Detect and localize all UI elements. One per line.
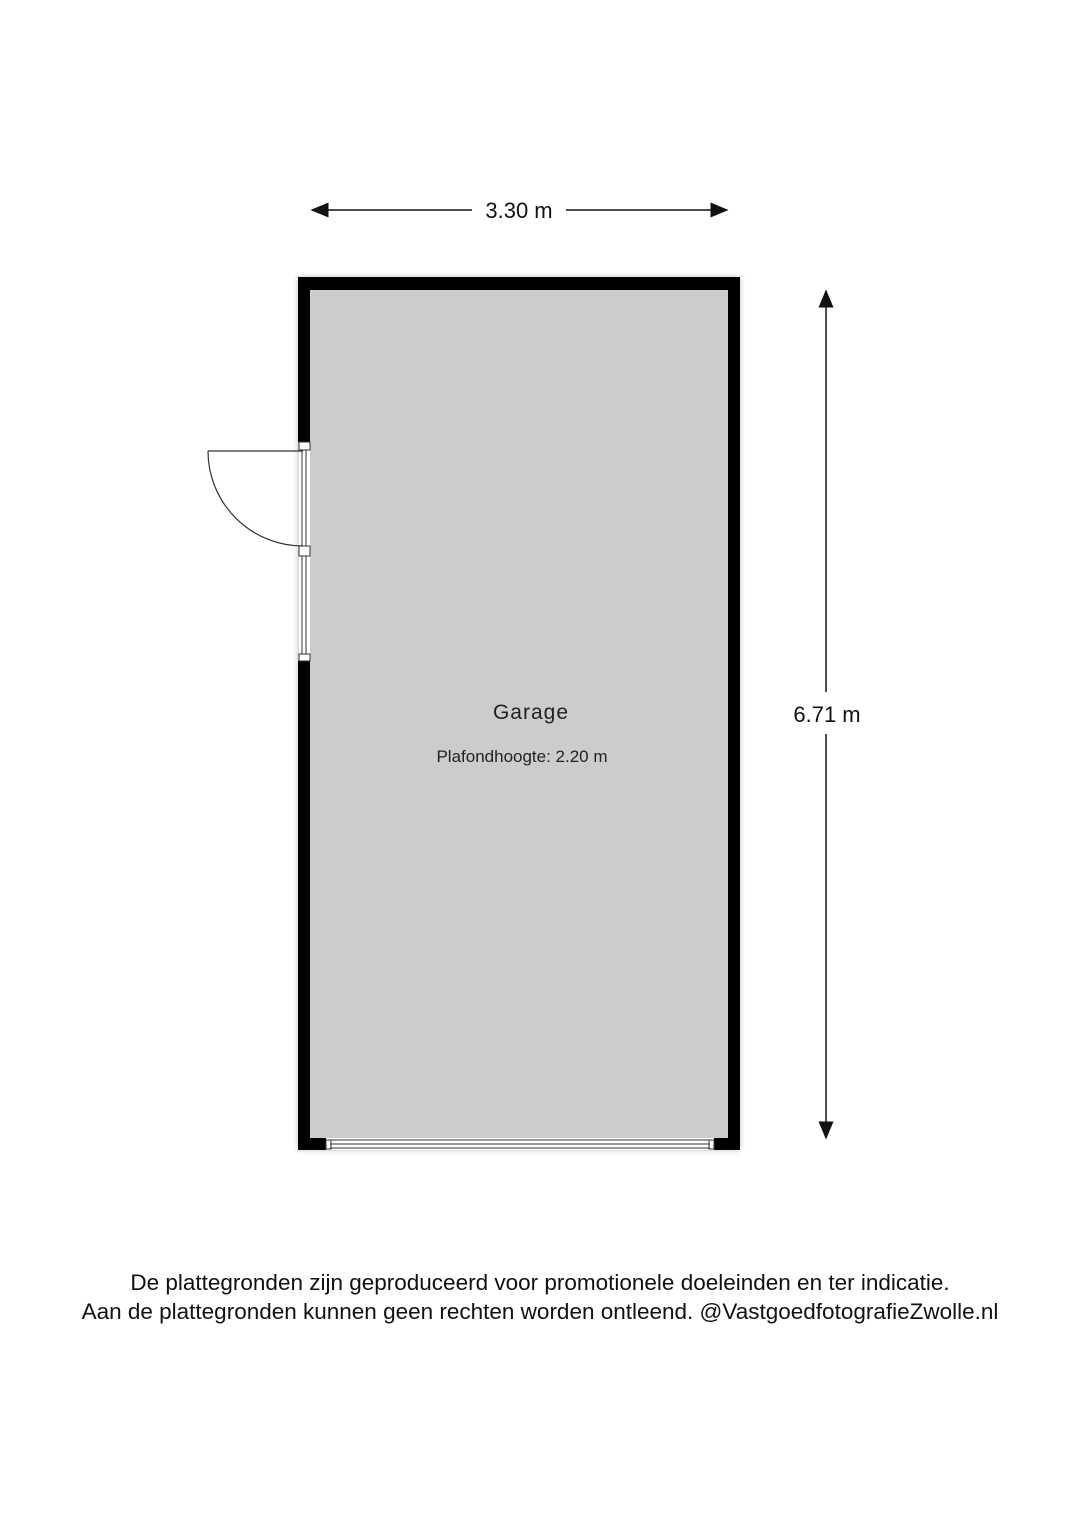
disclaimer <box>0 1268 1080 1326</box>
garage-room <box>208 277 740 1150</box>
width-dimension <box>312 198 727 223</box>
side-door <box>208 442 310 661</box>
height-dimension <box>793 291 860 1138</box>
garage-door <box>326 1138 714 1150</box>
room-name: Garage <box>492 701 570 724</box>
height-label: 6.71 m <box>793 702 861 727</box>
disclaimer-line-2: Aan de plattegronden kunnen geen rechten worden ontleend. @VastgoedfotografieZwolle.nl <box>81 1299 999 1324</box>
disclaimer-line-1: De plattegronden zijn geproduceerd voor promotionele doeleinden en ter indicatie. <box>130 1270 950 1295</box>
ceiling-height: Plafondhoogte: 2.20 m <box>436 747 608 766</box>
width-label: 3.30 m <box>485 198 553 223</box>
